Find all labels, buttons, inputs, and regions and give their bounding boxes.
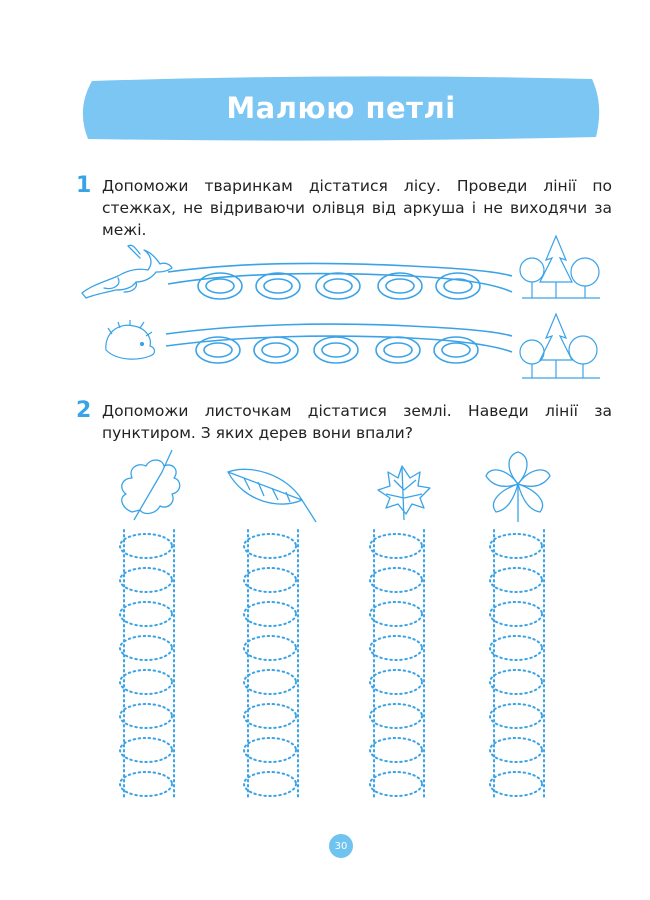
dotted-loops-column-1 bbox=[120, 530, 174, 800]
task-1-text: Допоможи тваринкам дістатися лісу. Проведи лінії по стежках, не відриваючи олівця від аркуша і не виходячи за межі. bbox=[102, 177, 612, 239]
birch-leaf-icon bbox=[228, 469, 316, 522]
oak-leaf-icon bbox=[122, 450, 180, 520]
chestnut-leaf-icon bbox=[486, 452, 550, 522]
trail-path-2 bbox=[166, 324, 512, 363]
dotted-loops-column-2 bbox=[244, 530, 298, 800]
hedgehog-icon bbox=[106, 320, 155, 359]
task-2-text: Допоможи листочкам дістатися землі. Наведи лінії за пунктиром. З яких дерев вони впали? bbox=[102, 402, 612, 442]
forest-icon bbox=[520, 236, 600, 298]
hare-icon bbox=[82, 245, 172, 298]
maple-leaf-icon bbox=[378, 466, 430, 520]
task-1-number: 1 bbox=[76, 173, 92, 198]
dotted-loops-column-4 bbox=[490, 530, 544, 800]
trail-path-1 bbox=[168, 264, 512, 299]
page-number: 30 bbox=[329, 834, 353, 858]
task-2-number: 2 bbox=[76, 398, 92, 423]
page-title: Малюю петлі bbox=[226, 91, 456, 125]
dotted-loops-column-3 bbox=[370, 530, 424, 800]
forest-icon bbox=[520, 314, 600, 378]
